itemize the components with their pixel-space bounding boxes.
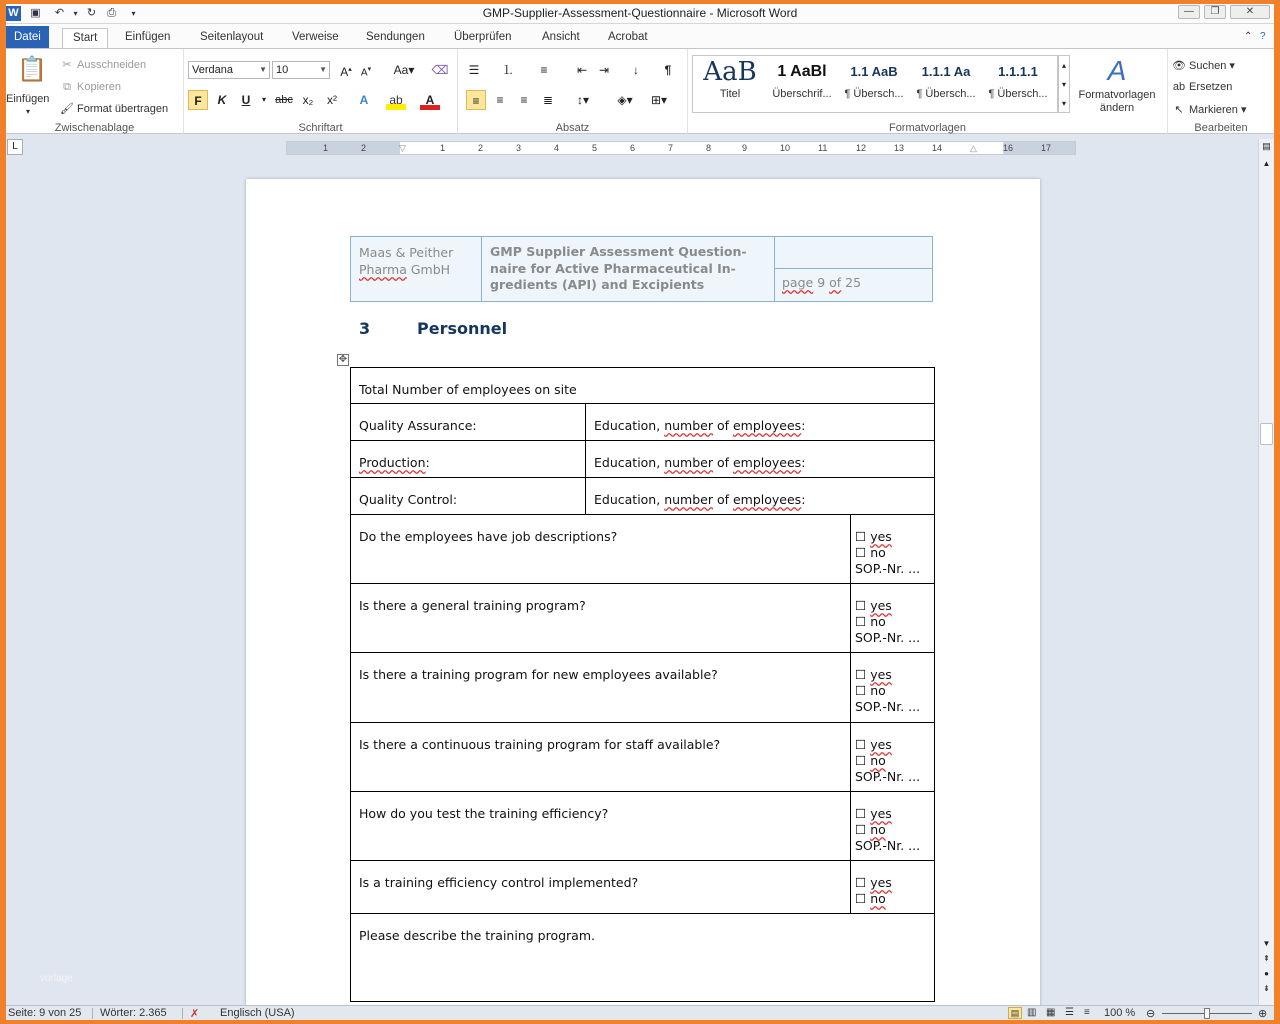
question-cell[interactable]: Is there a training program for new employees available? <box>359 667 718 682</box>
table-row <box>350 367 935 404</box>
cut-button[interactable] <box>60 59 146 71</box>
ribbon-tabs <box>6 24 1274 48</box>
paste-button[interactable]: Einfügen <box>6 93 50 105</box>
checkbox-no[interactable]: ☐ <box>855 753 867 768</box>
header-company <box>351 237 482 301</box>
ruler-number: 2 <box>478 143 484 153</box>
tab-page-layout[interactable]: Seitenlayout <box>200 31 264 43</box>
table-row <box>350 441 935 478</box>
table-cell[interactable]: Quality Control: <box>351 478 586 514</box>
table-row <box>350 404 935 441</box>
multilevel-list-icon[interactable]: ≡ <box>540 63 548 77</box>
text-run: employees <box>732 492 802 507</box>
text-run: Education, <box>594 455 665 470</box>
doc-title-line: GMP Supplier Assessment Question- <box>490 244 747 259</box>
style-name: Titel <box>719 88 741 100</box>
header-page-number <box>775 269 932 296</box>
print-preview-icon[interactable]: ⎙ <box>107 7 116 19</box>
chevron-down-icon: ▼ <box>259 65 267 74</box>
style-name: ¶ Übersch... <box>988 88 1048 100</box>
paste-icon[interactable]: 📋 <box>17 56 47 83</box>
answer-cell[interactable] <box>850 584 934 652</box>
table-cell[interactable] <box>351 441 586 477</box>
table-move-handle-icon[interactable]: ✥ <box>338 354 348 365</box>
tab-references[interactable]: Verweise <box>292 31 339 43</box>
cursor-icon: ↖ <box>1174 104 1184 117</box>
tab-acrobat[interactable]: Acrobat <box>608 31 648 43</box>
bullets-icon[interactable]: ☰ <box>468 63 480 77</box>
doc-title-line: naire for Active Pharmaceutical In- <box>490 260 736 276</box>
answer-cell[interactable] <box>850 861 934 913</box>
style-sample: 1.1.1 Aa <box>921 64 971 79</box>
style-title[interactable] <box>695 56 765 112</box>
title-bar <box>6 4 1274 24</box>
font-color-icon[interactable]: A <box>420 90 440 110</box>
option-label: yes <box>870 529 892 544</box>
styles-group <box>688 49 1168 135</box>
table-row <box>350 653 935 723</box>
ruler-number: 14 <box>932 143 943 153</box>
ruler-number: 16 <box>1003 143 1014 153</box>
decrease-indent-icon[interactable]: ⇤ <box>576 63 588 77</box>
outline-view-icon[interactable]: ☰ <box>1065 1007 1074 1018</box>
binoculars-icon: 👁 <box>1172 60 1186 73</box>
question-cell[interactable]: Do the employees have job descriptions? <box>359 529 618 544</box>
sop-number: SOP.-Nr. ... <box>855 630 921 645</box>
checkbox-yes[interactable]: ☐ <box>855 806 867 821</box>
answer-cell[interactable] <box>850 723 934 791</box>
style-name: ¶ Übersch... <box>916 88 976 100</box>
question-cell[interactable]: Is a training efficiency control implemented? <box>359 875 639 890</box>
page-total: 25 <box>841 275 862 290</box>
checkbox-yes[interactable]: ☐ <box>855 875 867 890</box>
page-word: page <box>782 275 814 290</box>
sop-number: SOP.-Nr. ... <box>855 769 921 784</box>
cut-label: Ausschneiden <box>77 59 147 71</box>
font-size-value: 10 <box>276 64 289 76</box>
text-run: Education, <box>594 418 665 433</box>
select-label: Markieren <box>1189 104 1238 116</box>
option-label: no <box>870 891 886 906</box>
checkbox-yes[interactable]: ☐ <box>855 737 867 752</box>
section-heading <box>359 319 507 338</box>
select-button[interactable]: ↖ Markieren ▾ <box>1172 103 1246 116</box>
font-group <box>184 49 458 135</box>
text-run: of <box>712 492 733 507</box>
company-line: Pharma <box>359 262 407 277</box>
clipboard-group <box>6 49 184 135</box>
text-run: : <box>801 455 806 470</box>
next-page-icon[interactable]: ⇟ <box>1263 984 1270 993</box>
help-icon[interactable]: ? <box>1260 31 1266 42</box>
table-cell[interactable] <box>586 478 813 514</box>
header-empty-cell <box>775 237 932 269</box>
bold-button[interactable]: F <box>188 90 208 110</box>
find-button[interactable]: 👁 Suchen ▾ <box>1172 60 1235 73</box>
checkbox-no[interactable]: ☐ <box>855 545 867 560</box>
undo-icon[interactable]: ↶ <box>54 7 65 19</box>
increase-indent-icon[interactable]: ⇥ <box>598 63 610 77</box>
underline-dropdown-icon[interactable]: ▾ <box>261 95 266 104</box>
ruler-number: 4 <box>554 143 560 153</box>
checkbox-yes[interactable]: ☐ <box>855 598 867 613</box>
shrink-font-button[interactable]: A▾ <box>360 66 372 79</box>
answer-cell[interactable] <box>850 653 934 722</box>
section-title: Personnel <box>417 319 508 338</box>
table-row <box>350 914 935 1002</box>
styles-group-label: Formatvorlagen <box>888 122 967 134</box>
text-run: employees <box>732 455 802 470</box>
header-doc-title <box>482 237 775 301</box>
shading-icon[interactable]: ◈▾ <box>617 93 633 107</box>
word-app-icon[interactable]: W <box>6 6 21 21</box>
window-title: GMP-Supplier-Assessment-Questionnaire - Microsoft Word <box>482 6 798 20</box>
vertical-scrollbar[interactable] <box>1258 139 1274 1005</box>
status-bar <box>6 1005 1274 1020</box>
font-group-label: Schriftart <box>298 122 343 134</box>
tab-start[interactable]: Start <box>62 28 108 48</box>
change-styles-button[interactable]: Formatvorlagen ändern <box>1078 89 1156 114</box>
watermark-text: vorlage <box>40 973 73 984</box>
word-count-status[interactable]: Wörter: 2.365 <box>100 1007 167 1019</box>
text-run: employees <box>732 418 802 433</box>
page-current: 9 <box>813 275 830 290</box>
ruler-number: 1 <box>323 143 329 153</box>
ribbon <box>6 48 1274 134</box>
grow-font-button[interactable]: A▴ <box>340 65 352 79</box>
paragraph-group <box>458 49 688 135</box>
table-cell[interactable]: Quality Assurance: <box>351 404 586 440</box>
option-label: no <box>870 822 886 837</box>
table-row <box>350 792 935 861</box>
editing-group-label: Bearbeiten <box>1194 122 1248 134</box>
style-heading-1[interactable] <box>767 56 837 112</box>
brush-icon: 🖌 <box>60 103 74 116</box>
style-name: ¶ Übersch... <box>844 88 904 100</box>
question-cell[interactable]: Is there a general training program? <box>359 598 586 613</box>
font-size-select[interactable] <box>272 61 330 79</box>
table-row <box>350 515 935 584</box>
answer-cell[interactable] <box>850 792 934 860</box>
text-run: number <box>664 455 713 470</box>
style-sample: AaB <box>703 57 757 87</box>
editing-group <box>1168 49 1274 135</box>
ruler-number: 5 <box>592 143 598 153</box>
page-of: of <box>829 275 842 290</box>
zoom-out-icon[interactable]: ⊖ <box>1146 1008 1156 1020</box>
option-label: no <box>870 683 886 698</box>
checkbox-no[interactable]: ☐ <box>855 614 867 629</box>
web-layout-icon[interactable]: ▦ <box>1046 1007 1056 1018</box>
text-run: number <box>664 492 713 507</box>
replace-label: Ersetzen <box>1189 81 1233 93</box>
sop-number: SOP.-Nr. ... <box>855 699 921 714</box>
style-name: Überschrif... <box>772 88 832 100</box>
tab-view[interactable]: Ansicht <box>542 31 580 43</box>
ruler-number: 8 <box>706 143 712 153</box>
change-styles-icon[interactable]: A <box>1107 55 1127 86</box>
format-painter-label: Format übertragen <box>77 103 169 115</box>
checkbox-yes[interactable]: ☐ <box>855 529 867 544</box>
ruler-number: 17 <box>1041 143 1052 153</box>
change-case-button[interactable]: Aa▾ <box>393 63 415 77</box>
option-label: yes <box>870 875 892 890</box>
zoom-in-icon[interactable]: ⊕ <box>1258 1008 1268 1020</box>
scroll-thumb[interactable] <box>1260 423 1273 445</box>
show-formatting-icon[interactable]: ¶ <box>664 63 672 77</box>
word-window <box>6 4 1274 1020</box>
style-heading-4[interactable] <box>983 56 1053 112</box>
replace-icon: ab <box>1172 81 1186 94</box>
document-page[interactable] <box>246 179 1040 1005</box>
table-row <box>350 861 935 914</box>
tab-file[interactable]: Datei <box>6 26 49 48</box>
font-name-value: Verdana <box>192 64 233 76</box>
paste-dropdown-icon[interactable]: ▾ <box>26 107 31 116</box>
tab-selector-button[interactable]: L <box>7 139 23 155</box>
clipboard-group-label: Zwischenablage <box>54 122 135 134</box>
sop-number: SOP.-Nr. ... <box>855 838 921 853</box>
previous-page-icon[interactable]: ⇞ <box>1263 954 1270 963</box>
print-layout-icon[interactable]: ▤ <box>1008 1007 1022 1019</box>
ruler-row <box>6 135 1274 159</box>
strikethrough-button[interactable]: abc <box>275 94 293 106</box>
minimize-button[interactable]: — <box>1178 5 1200 19</box>
style-heading-2[interactable] <box>839 56 909 112</box>
ruler-number: 12 <box>856 143 867 153</box>
underline-button[interactable]: U <box>241 93 251 107</box>
ruler-number: 1 <box>440 143 446 153</box>
text-run: : <box>425 455 430 470</box>
ruler-number: 11 <box>818 143 828 153</box>
styles-gallery <box>692 55 1058 113</box>
company-line: Maas & Peither <box>359 245 454 260</box>
company-line: GmbH <box>406 262 451 277</box>
line-spacing-icon[interactable]: ↕▾ <box>576 93 590 107</box>
text-run: Education, <box>594 492 665 507</box>
page-header-table <box>350 236 933 302</box>
align-right-icon[interactable]: ≡ <box>520 93 528 107</box>
text-run: number <box>664 418 713 433</box>
sort-icon[interactable]: ↓ <box>633 63 639 77</box>
question-cell[interactable]: How do you test the training efficiency? <box>359 806 609 821</box>
text-run: Production <box>359 455 426 470</box>
ruler-number: 7 <box>668 143 674 153</box>
ruler-number: 10 <box>780 143 791 153</box>
table-cell[interactable]: Total Number of employees on site <box>359 382 577 397</box>
subscript-button[interactable]: x₂ <box>302 93 314 107</box>
justify-icon[interactable]: ≣ <box>542 93 554 107</box>
find-label: Suchen <box>1189 60 1227 72</box>
zoom-level[interactable]: 100 % <box>1104 1007 1136 1019</box>
text-run: : <box>801 492 806 507</box>
option-label: no <box>870 614 886 629</box>
paragraph-group-label: Absatz <box>555 122 590 134</box>
question-cell[interactable]: Please describe the training program. <box>359 928 595 943</box>
full-screen-reading-icon[interactable]: ▥ <box>1027 1007 1037 1018</box>
header-page-cell <box>775 237 932 301</box>
checkbox-no[interactable]: ☐ <box>855 683 867 698</box>
browse-object-icon[interactable]: ● <box>1264 969 1269 978</box>
text-effects-icon[interactable]: A <box>359 93 369 107</box>
style-heading-3[interactable] <box>911 56 981 112</box>
italic-button[interactable]: K <box>217 93 227 107</box>
answer-cell[interactable] <box>850 515 934 583</box>
undo-dropdown-icon[interactable]: ▾ <box>73 9 78 18</box>
scroll-up-icon[interactable]: ▲ <box>1262 159 1271 168</box>
option-label: yes <box>870 806 892 821</box>
table-row <box>350 478 935 515</box>
language-status[interactable]: Englisch (USA) <box>220 1007 295 1019</box>
ruler-number: 2 <box>361 143 367 153</box>
proofing-error-icon[interactable]: ✗ <box>190 1008 200 1020</box>
horizontal-ruler[interactable]: 1 2 ▽ 1 2 3 4 5 6 7 8 9 10 11 12 13 14 △ 16 17 <box>286 141 1076 155</box>
copy-button[interactable] <box>60 81 121 93</box>
ruler-right-margin <box>1003 142 1075 154</box>
ruler-number: 13 <box>894 143 905 153</box>
styles-scroll-icon[interactable]: ▴ ▾ ▾ <box>1058 55 1070 113</box>
text-run: of <box>712 418 733 433</box>
page-count-status[interactable]: Seite: 9 von 25 <box>8 1007 82 1019</box>
style-sample: 1.1 AaB <box>850 64 898 79</box>
option-label: yes <box>870 667 892 682</box>
copy-icon: ⧉ <box>63 81 71 94</box>
maximize-button[interactable]: ❐ <box>1204 5 1226 19</box>
font-name-select[interactable] <box>188 61 270 79</box>
checkbox-yes[interactable]: ☐ <box>855 667 867 682</box>
question-cell[interactable]: Is there a continuous training program for staff available? <box>359 737 721 752</box>
option-label: no <box>870 753 886 768</box>
section-number: 3 <box>359 319 371 338</box>
borders-icon[interactable]: ⊞▾ <box>650 93 668 107</box>
table-cell[interactable] <box>586 404 813 440</box>
superscript-button[interactable]: x² <box>327 93 337 107</box>
zoom-slider-handle[interactable] <box>1204 1008 1210 1019</box>
draft-view-icon[interactable]: ≡ <box>1084 1007 1090 1018</box>
tab-mailings[interactable]: Sendungen <box>366 31 425 43</box>
checkbox-no[interactable]: ☐ <box>855 822 867 837</box>
text-run: of <box>712 455 733 470</box>
scissors-icon: ✂ <box>62 59 72 72</box>
replace-button[interactable] <box>1172 81 1232 93</box>
align-center-icon[interactable]: ≡ <box>496 93 504 107</box>
checkbox-no[interactable]: ☐ <box>855 891 867 906</box>
highlight-icon[interactable]: ab <box>386 90 406 110</box>
copy-label: Kopieren <box>77 81 122 93</box>
style-sample: 1.1.1.1 <box>998 64 1038 79</box>
numbering-icon[interactable]: ⒈ <box>501 63 514 77</box>
chevron-down-icon: ▼ <box>319 65 327 74</box>
scroll-down-icon[interactable]: ▼ <box>1262 939 1271 948</box>
ruler-number: 3 <box>516 143 522 153</box>
table-cell[interactable] <box>586 441 813 477</box>
text-run: : <box>801 418 806 433</box>
option-label: no <box>870 545 886 560</box>
option-label: yes <box>870 598 892 613</box>
doc-title-line: gredients (API) and Excipients <box>490 277 705 292</box>
clear-formatting-icon[interactable]: ⌫ <box>431 63 449 77</box>
ruler-left-margin <box>287 142 400 154</box>
tab-insert[interactable]: Einfügen <box>125 31 171 43</box>
align-left-icon[interactable]: ≡ <box>466 90 486 110</box>
customize-toolbar-icon[interactable]: ▾ <box>131 9 136 18</box>
format-painter-button[interactable] <box>60 103 168 115</box>
sop-number: SOP.-Nr. ... <box>855 561 921 576</box>
tab-review[interactable]: Überprüfen <box>454 31 512 43</box>
style-sample: 1 AaBl <box>777 63 827 80</box>
close-button[interactable]: ✕ <box>1230 5 1270 19</box>
table-row <box>350 723 935 792</box>
ruler-toggle-icon[interactable]: ▤ <box>1262 141 1271 151</box>
redo-icon[interactable]: ↻ <box>86 7 97 19</box>
ruler-number: 6 <box>630 143 636 153</box>
ruler-number: 9 <box>742 143 748 153</box>
option-label: yes <box>870 737 892 752</box>
save-icon[interactable]: ▣ <box>30 7 41 19</box>
collapse-ribbon-icon[interactable]: ⌃ <box>1244 31 1253 42</box>
document-area[interactable] <box>6 159 1258 1005</box>
table-row <box>350 584 935 653</box>
